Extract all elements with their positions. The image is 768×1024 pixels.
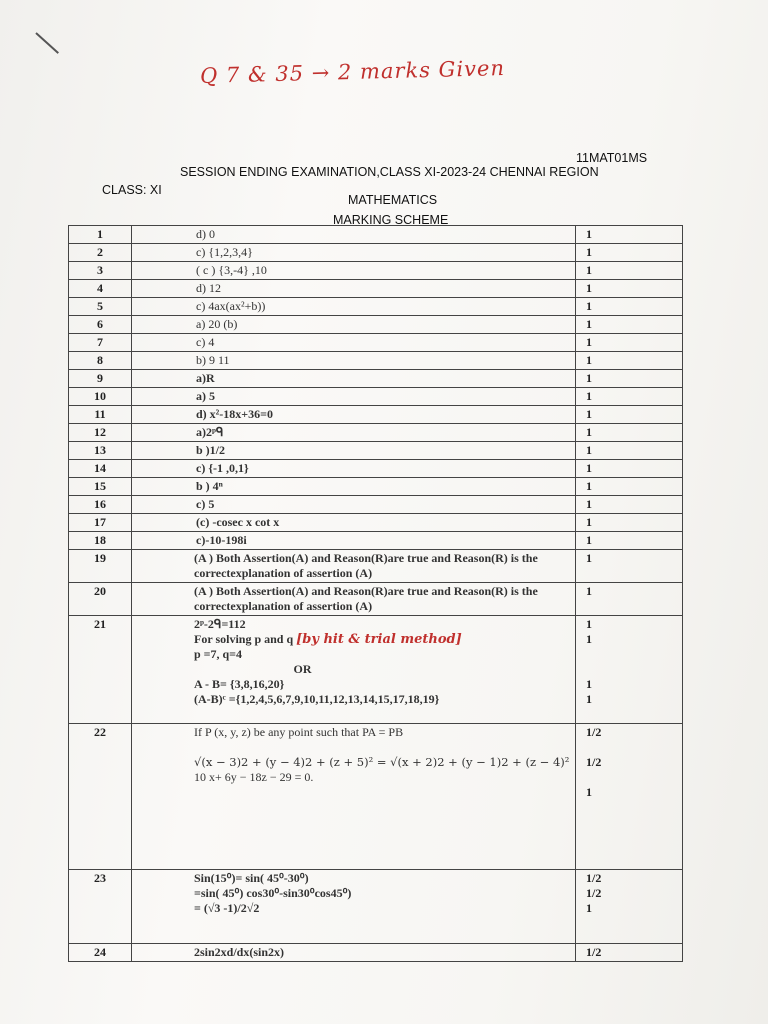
answer-cell: b) 9 11 [132,352,576,370]
marks-cell: 1 [576,406,683,424]
answer-cell: c)-10-198i [132,532,576,550]
table-row [69,442,683,460]
marks-cell: 1 [576,424,683,442]
answer-cell: c) {-1 ,0,1} [132,460,576,478]
q21-line1: 2ᵖ-2ᑫ=112 [194,617,246,631]
question-number: 20 [69,583,132,616]
question-number: 14 [69,460,132,478]
table-row [69,406,683,424]
table-row [69,583,683,616]
question-number: 5 [69,298,132,316]
question-number: 24 [69,944,132,962]
answer-cell: c) 4ax(ax²+b)) [132,298,576,316]
question-number: 12 [69,424,132,442]
answer-cell: b ) 4ⁿ [132,478,576,496]
marks-cell: 1 [576,550,683,583]
or-label: OR [293,662,312,676]
table-row [69,616,683,724]
q21-line2: For solving p and q [194,632,294,646]
marking-scheme-table [68,225,683,962]
table-row [69,226,683,244]
table-row [69,496,683,514]
answer-cell [132,870,576,944]
q21-line3: p =7, q=4 [194,647,243,661]
question-number: 4 [69,280,132,298]
marks-cell: 1 [576,316,683,334]
mark: 1 [586,785,592,799]
marks-cell: 1 [576,334,683,352]
mark: 1/2 [586,871,602,885]
question-number: 11 [69,406,132,424]
answer-cell: a)2ᵖᑫ [132,424,576,442]
question-number: 18 [69,532,132,550]
answer-cell: a) 5 [132,388,576,406]
q24-block [69,944,683,962]
question-number: 7 [69,334,132,352]
question-number: 19 [69,550,132,583]
answer-cell: c) 4 [132,334,576,352]
answer-cell: d) 12 [132,280,576,298]
table-row [69,424,683,442]
question-number: 23 [69,870,132,944]
answer-cell: (c) -cosec x cot x [132,514,576,532]
mark: 1 [586,692,592,706]
question-number: 9 [69,370,132,388]
marks-cell: 1 [576,262,683,280]
question-number: 1 [69,226,132,244]
question-number: 6 [69,316,132,334]
pen-mark [35,32,59,54]
handwritten-method-note: [by hit & trial method] [296,632,462,647]
q23-line1: Sin(15⁰)= sin( 45⁰-30⁰) [194,871,309,885]
answer-cell: c) 5 [132,496,576,514]
marks-cell: 1 [576,352,683,370]
answer-cell: ( c ) {3,-4} ,10 [132,262,576,280]
answer-cell: 2sin2xd/dx(sin2x) [132,944,576,962]
mark: 1/2 [586,886,602,900]
answer-cell: d) x²-18x+36=0 [132,406,576,424]
table-row [69,478,683,496]
marks-cell: 1 [576,442,683,460]
question-number: 17 [69,514,132,532]
marks-cell [576,870,683,944]
marks-cell: 1 [576,532,683,550]
mark: 1 [586,901,592,915]
table-row [69,352,683,370]
table-row [69,550,683,583]
marks-cell: 1 [576,583,683,616]
mcq-rows [69,226,683,616]
q21-line5: (A-B)ᶜ ={1,2,4,5,6,7,9,10,11,12,13,14,15,17,18,19} [194,692,440,706]
table-row [69,870,683,944]
mark: 1 [586,677,592,691]
table-row [69,944,683,962]
marks-cell: 1/2 [576,944,683,962]
table-row [69,370,683,388]
subject-title: MATHEMATICS [348,193,438,207]
marks-cell [576,616,683,724]
answer-cell [132,616,576,724]
table-row [69,244,683,262]
table-row [69,460,683,478]
table-row [69,298,683,316]
q22-line3: 10 x+ 6y − 18z − 29 = 0. [194,770,314,784]
mark: 1/2 [586,725,602,739]
question-number: 16 [69,496,132,514]
marks-cell: 1 [576,298,683,316]
table-row [69,514,683,532]
question-number: 22 [69,724,132,870]
exam-title: SESSION ENDING EXAMINATION,CLASS XI-2023-24 CHENNAI REGION [180,165,599,179]
table-row [69,724,683,870]
marks-cell: 1 [576,496,683,514]
answer-cell: a) 20 (b) [132,316,576,334]
answer-cell: d) 0 [132,226,576,244]
q22-formula: √(x − 3)2 + (y − 4)2 + (z + 5)² = √(x + 2)2 + (y − 1)2 + (z − 4)² [194,755,570,769]
answer-cell: (A ) Both Assertion(A) and Reason(R)are true and Reason(R) is the correctexplanation of assertion (A) [132,583,576,616]
mark: 1/2 [586,755,602,769]
marks-cell: 1 [576,388,683,406]
table-row [69,316,683,334]
answer-cell: b )1/2 [132,442,576,460]
marks-cell: 1 [576,244,683,262]
mark: 1 [586,617,592,631]
question-number: 15 [69,478,132,496]
answer-cell: a)R [132,370,576,388]
question-number: 8 [69,352,132,370]
table-row [69,532,683,550]
question-number: 21 [69,616,132,724]
q23-line3: = (√3 -1)/2√2 [194,901,260,915]
marks-cell: 1 [576,280,683,298]
question-number: 3 [69,262,132,280]
table-row [69,334,683,352]
question-number: 13 [69,442,132,460]
q23-line2: =sin( 45⁰) cos30⁰-sin30⁰cos45⁰) [194,886,352,900]
table-row [69,388,683,406]
question-number: 2 [69,244,132,262]
marks-cell [576,724,683,870]
handwritten-note: Q 7 & 35 → 2 marks Given [199,56,506,88]
marks-cell: 1 [576,226,683,244]
answer-cell: c) {1,2,3,4} [132,244,576,262]
q22-line1: If P (x, y, z) be any point such that PA = PB [194,725,404,739]
table-row [69,280,683,298]
table-row [69,262,683,280]
marks-cell: 1 [576,460,683,478]
q21-line4: A - B= {3,8,16,20} [194,677,285,691]
document-code: 11MAT01MS [576,151,648,165]
q23-block [69,870,683,944]
q21-block [69,616,683,724]
marks-cell: 1 [576,514,683,532]
question-number: 10 [69,388,132,406]
mark: 1 [586,632,592,646]
answer-cell [132,724,576,870]
class-label: CLASS: XI [102,183,162,197]
marks-cell: 1 [576,478,683,496]
marks-cell: 1 [576,370,683,388]
q22-block [69,724,683,870]
scheme-title: MARKING SCHEME [333,213,449,227]
answer-cell: (A ) Both Assertion(A) and Reason(R)are true and Reason(R) is the correctexplanation of assertion (A) [132,550,576,583]
